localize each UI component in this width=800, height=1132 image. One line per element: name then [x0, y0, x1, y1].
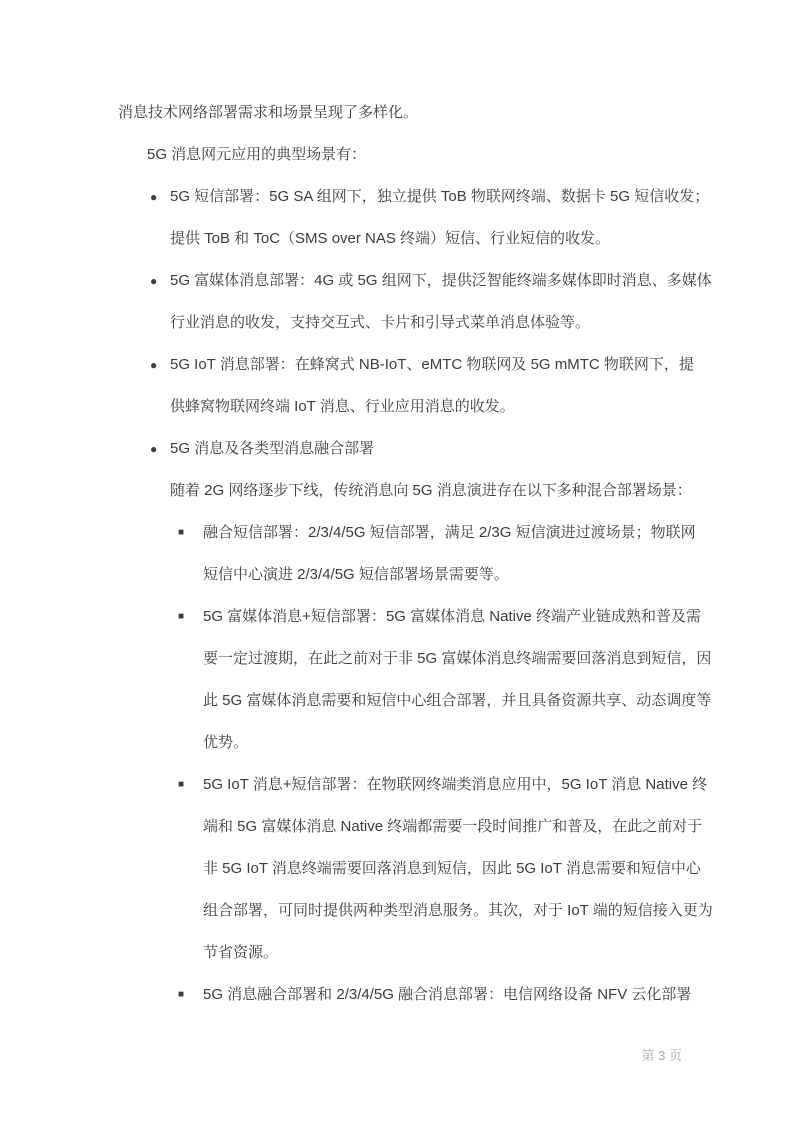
square-bullet-icon: ■ [178, 527, 185, 538]
text-line: 融合短信部署：2/3/4/5G 短信部署，满足 2/3G 短信演进过渡场景；物联网 [203, 524, 696, 541]
text-line: 5G 富媒体消息+短信部署：5G 富媒体消息 Native 终端产业链成熟和普及需 [203, 608, 701, 625]
text-line: 5G IoT 消息+短信部署：在物联网终端类消息应用中，5G IoT 消息 Native 终 [203, 776, 708, 793]
text-line: 行业消息的收发，支持交互式、卡片和引导式菜单消息体验等。 [170, 314, 591, 331]
bullet-item [118, 260, 712, 344]
text-line: 5G 富媒体消息部署：4G 或 5G 组网下，提供泛智能终端多媒体即时消息、多媒体 [170, 272, 712, 289]
paragraph [118, 470, 692, 512]
bullet-item [118, 344, 694, 428]
bullet-item [118, 176, 710, 260]
text-line: 组合部署，可同时提供两种类型消息服务。其次，对于 IoT 端的短信接入更为 [203, 902, 713, 919]
text-line: 此 5G 富媒体消息需要和短信中心组合部署，并且具备资源共享、动态调度等 [203, 692, 712, 709]
bullet-item [118, 428, 684, 470]
page-number: 第 3 页 [641, 1048, 682, 1063]
square-bullet-icon: ■ [178, 779, 185, 790]
text-line: 消息技术网络部署需求和场景呈现了多样化。 [118, 104, 419, 121]
sub-bullet-item [118, 512, 696, 596]
text-line: 5G 消息融合部署和 2/3/4/5G 融合消息部署：电信网络设备 NFV 云化部署 [203, 986, 692, 1003]
text-line: 5G 短信部署：5G SA 组网下，独立提供 ToB 物联网终端、数据卡 5G 短信收发； [170, 188, 710, 205]
text-line: 短信中心演进 2/3/4/5G 短信部署场景需要等。 [203, 566, 509, 583]
text-line: 随着 2G 网络逐步下线，传统消息向 5G 消息演进存在以下多种混合部署场景： [170, 482, 692, 499]
text-line: 提供 ToB 和 ToC（SMS over NAS 终端）短信、行业短信的收发。 [170, 230, 611, 247]
paragraph [118, 92, 684, 134]
text-line: 节省资源。 [203, 944, 279, 961]
text-line: 端和 5G 富媒体消息 Native 终端都需要一段时间推广和普及，在此之前对于 [203, 818, 703, 835]
text-line: 5G 消息及各类型消息融合部署 [170, 440, 375, 457]
text-line: 要一定过渡期，在此之前对于非 5G 富媒体消息终端需要回落消息到短信，因 [203, 650, 712, 667]
text-line: 非 5G IoT 消息终端需要回落消息到短信，因此 5G IoT 消息需要和短信中心 [203, 860, 701, 877]
square-bullet-icon: ■ [178, 989, 185, 1000]
document-body [118, 92, 713, 1016]
square-bullet-icon: ■ [178, 611, 185, 622]
text-line: 供蜂窝物联网终端 IoT 消息、行业应用消息的收发。 [170, 398, 515, 415]
sub-bullet-item [118, 974, 692, 1016]
circle-bullet-icon: ● [150, 358, 158, 372]
paragraph [118, 134, 684, 176]
circle-bullet-icon: ● [150, 274, 158, 288]
text-line: 5G IoT 消息部署：在蜂窝式 NB-IoT、eMTC 物联网及 5G mMTC 物联网下，提 [170, 356, 694, 373]
circle-bullet-icon: ● [150, 442, 158, 456]
sub-bullet-item [118, 764, 713, 974]
circle-bullet-icon: ● [150, 190, 158, 204]
text-line: 5G 消息网元应用的典型场景有： [147, 146, 367, 163]
text-line: 优势。 [203, 734, 249, 751]
sub-bullet-item [118, 596, 712, 764]
